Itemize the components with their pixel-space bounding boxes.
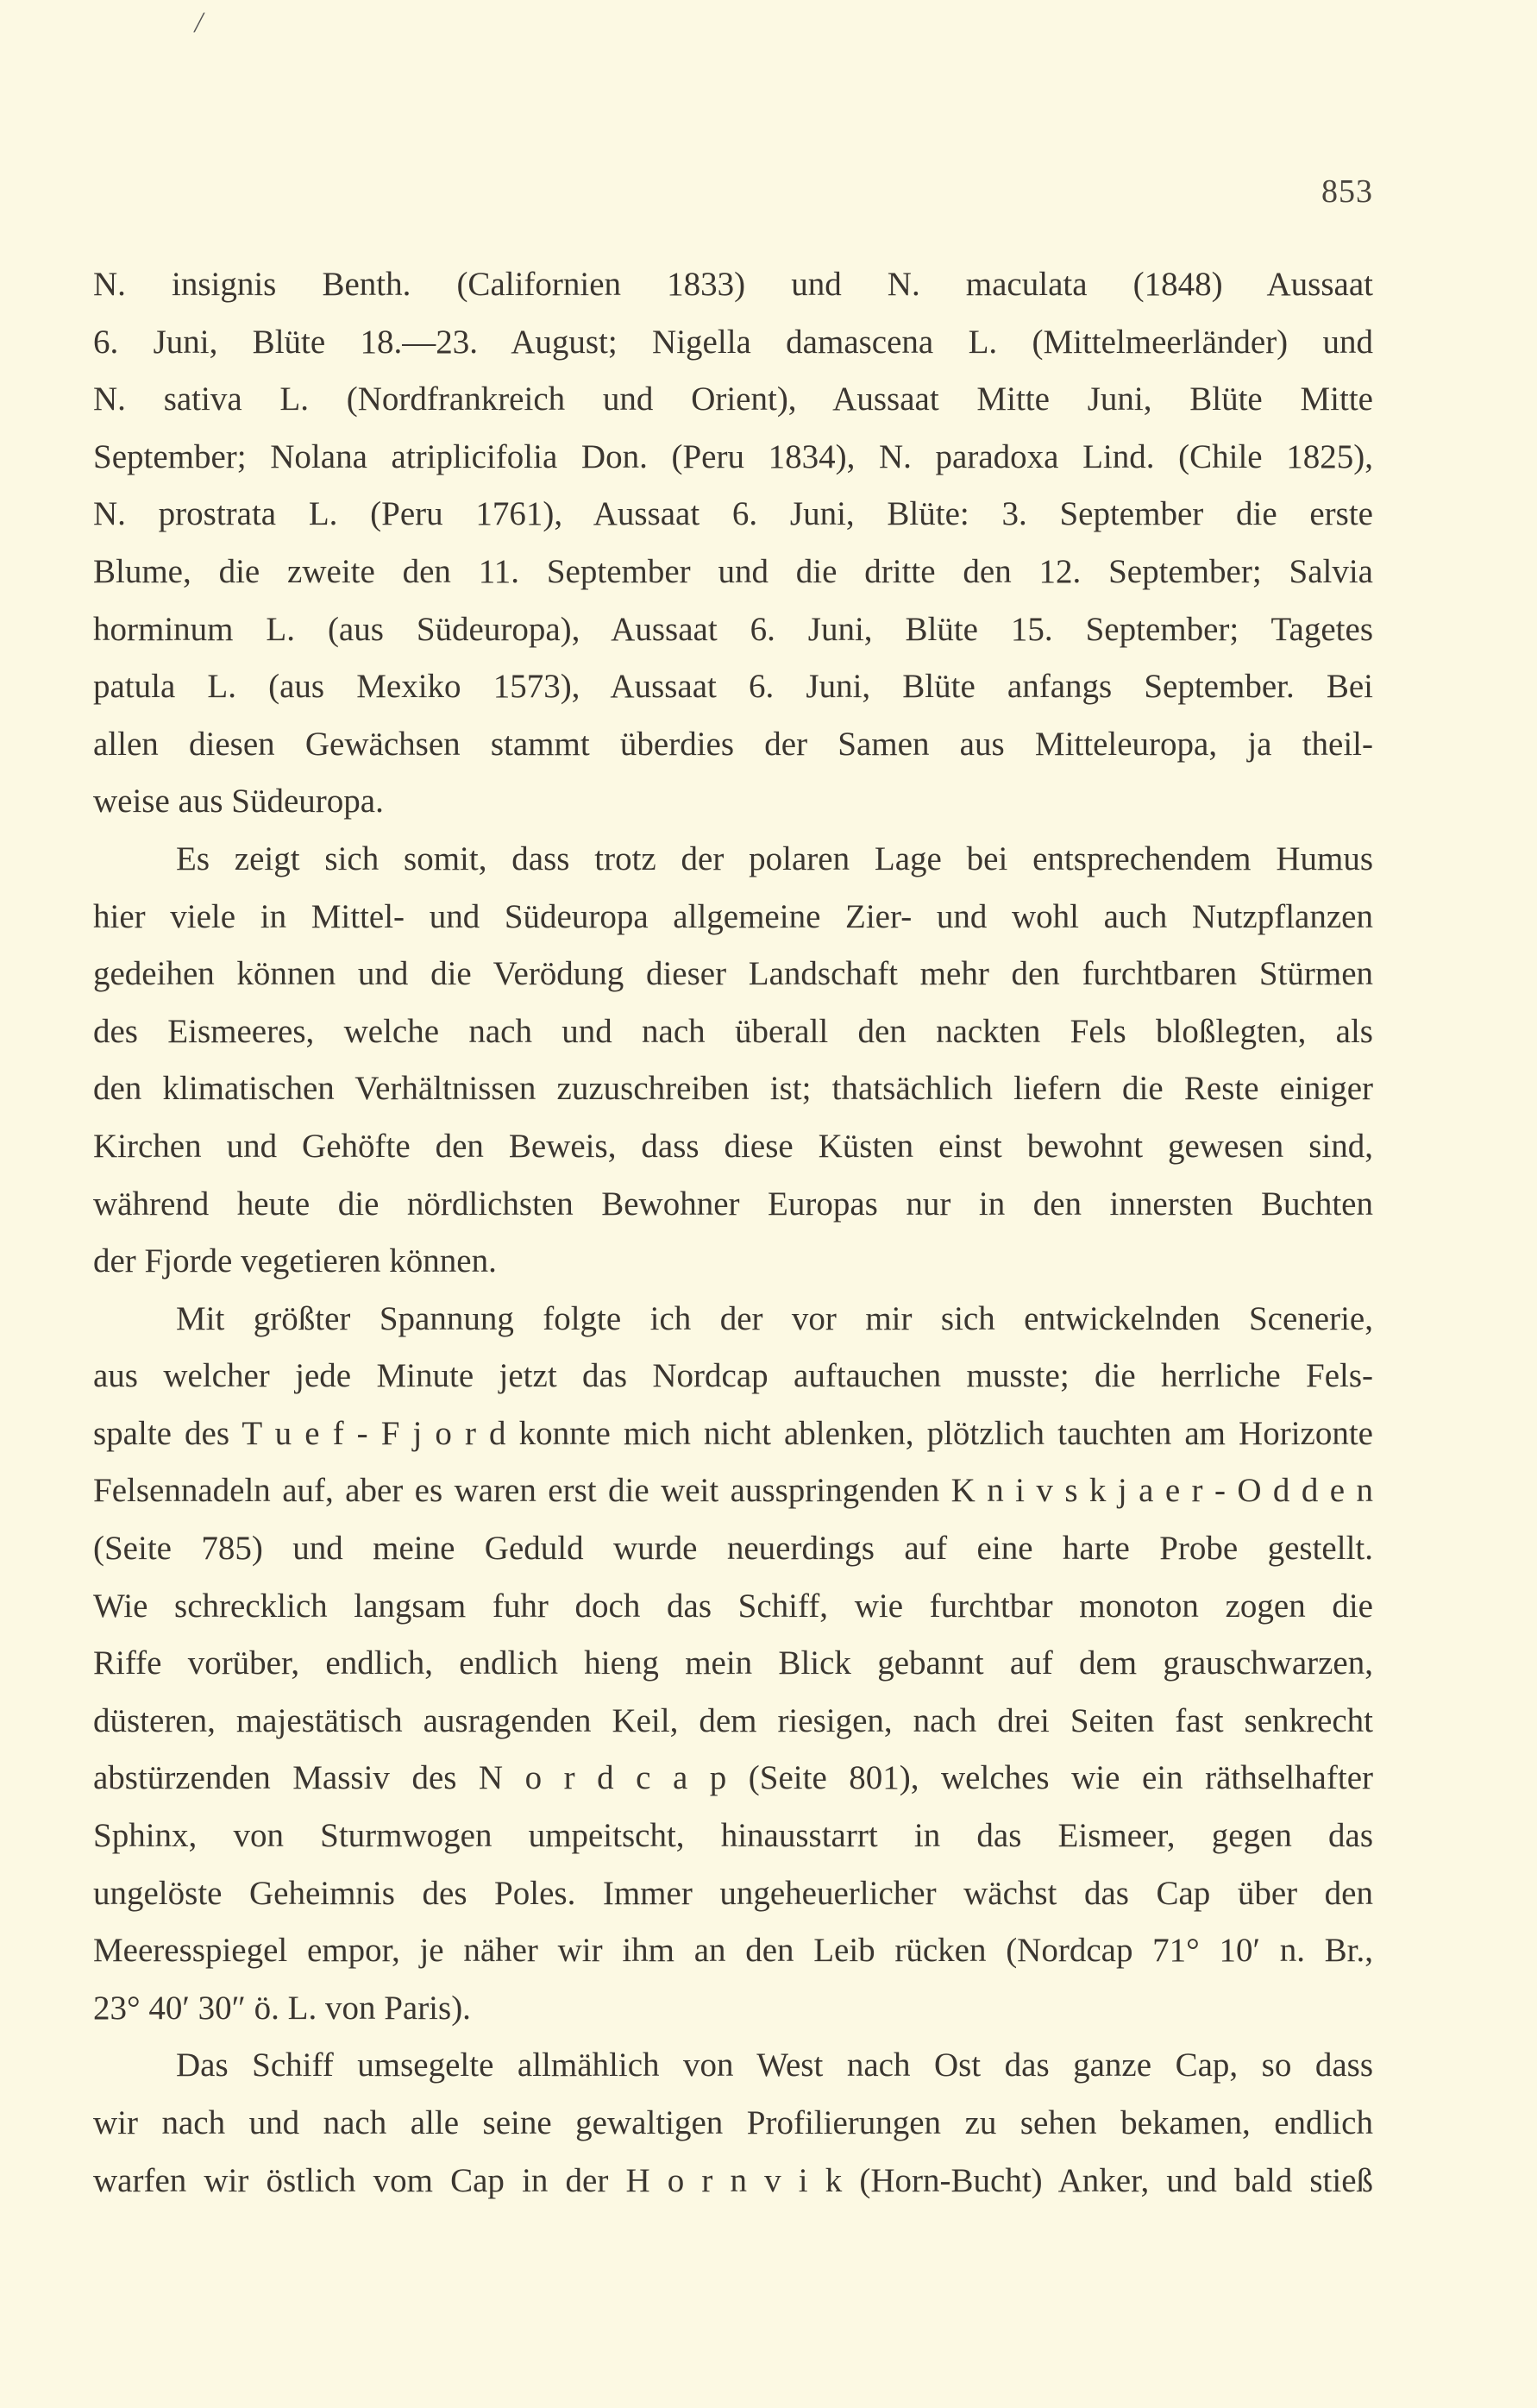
paragraph [93,256,1373,831]
page-number: 853 [1321,173,1373,210]
text-line: Felsennadeln auf, aber es waren erst die weit ausspringenden K n i v s k j a e r - O d d e n [93,1472,1373,1510]
text-line: N. insignis Benth. (Californien 1833) und N. maculata (1848) Aussaat [93,266,1373,303]
text-line: September; Nolana atriplicifolia Don. (Peru 1834), N. paradoxa Lind. (Chile 1825), [93,437,1373,475]
text-line: hier viele in Mittel- und Südeuropa allgemeine Zier- und wohl auch Nutzpflanzen [93,897,1373,935]
text-line: weise aus Südeuropa. [93,783,384,820]
pencil-mark: / [191,7,206,39]
text-line: N. sativa L. (Nordfrankreich und Orient), Aussaat Mitte Juni, Blüte Mitte [93,380,1373,418]
text-line: 6. Juni, Blüte 18.—23. August; Nigella damascena L. (Mittelmeerländer) und [93,323,1373,361]
paragraph [93,831,1373,1291]
text-line: allen diesen Gewächsen stammt überdies der Samen aus Mitteleuropa, ja theil- [93,725,1373,763]
text-line: Sphinx, von Sturmwogen umpeitscht, hinausstarrt in das Eismeer, gegen das [93,1817,1373,1855]
text-line: patula L. (aus Mexiko 1573), Aussaat 6. Juni, Blüte anfangs September. Bei [93,668,1373,706]
text-line: Blume, die zweite den 11. September und die dritte den 12. September; Salvia [93,552,1373,590]
text-line: aus welcher jede Minute jetzt das Nordcap auftauchen musste; die herrliche Fels- [93,1357,1373,1395]
text-line: ungelöste Geheimnis des Poles. Immer ungeheuerlicher wächst das Cap über den [93,1874,1373,1912]
text-line: düsteren, majestätisch ausragenden Keil, dem riesigen, nach drei Seiten fast senkrecht [93,1701,1373,1739]
text-line: den klimatischen Verhältnissen zuzuschreiben ist; thatsächlich liefern die Reste einiger [93,1070,1373,1108]
text-line: Wie schrecklich langsam fuhr doch das Schiff, wie furchtbar monoton zogen die [93,1587,1373,1625]
text-line: (Seite 785) und meine Geduld wurde neuerdings auf eine harte Probe gestellt. [93,1530,1373,1568]
text-line: warfen wir östlich vom Cap in der H o r n v i k (Horn-Bucht) Anker, und bald stieß [93,2161,1373,2199]
body-text [93,256,1373,2210]
text-line: N. prostrata L. (Peru 1761), Aussaat 6. Juni, Blüte: 3. September die erste [93,495,1373,533]
text-line: wir nach und nach alle seine gewaltigen Profilierungen zu sehen bekamen, endlich [93,2104,1373,2141]
text-line: Riffe vorüber, endlich, endlich hieng mein Blick gebannt auf dem grauschwarzen, [93,1644,1373,1682]
text-line: gedeihen können und die Verödung dieser Landschaft mehr den furchtbaren Stürmen [93,955,1373,993]
text-line: Mit größter Spannung folgte ich der vor mir sich entwickelnden Scenerie, [176,1299,1373,1337]
text-line: Kirchen und Gehöfte den Beweis, dass diese Küsten einst bewohnt gewesen sind, [93,1127,1373,1165]
text-line: Das Schiff umsegelte allmählich von West nach Ost das ganze Cap, so dass [176,2046,1373,2084]
text-line: abstürzenden Massiv des N o r d c a p (Seite 801), welches wie ein räthselhafter [93,1759,1373,1797]
text-line: der Fjorde vegetieren können. [93,1242,497,1280]
text-line: horminum L. (aus Südeuropa), Aussaat 6. Juni, Blüte 15. September; Tagetes [93,610,1373,648]
text-line: des Eismeeres, welche nach und nach überall den nackten Fels bloßlegten, als [93,1012,1373,1050]
text-line: während heute die nördlichsten Bewohner Europas nur in den innersten Buchten [93,1185,1373,1223]
paragraph [93,2037,1373,2210]
text-line: spalte des T u e f - F j o r d konnte mich nicht ablenken, plötzlich tauchten am Horizonte [93,1414,1373,1452]
paragraph [93,1291,1373,2038]
text-line: 23° 40′ 30″ ö. L. von Paris). [93,1989,471,2027]
text-line: Es zeigt sich somit, dass trotz der polaren Lage bei entsprechendem Humus [176,839,1373,877]
text-line: Meeresspiegel empor, je näher wir ihm an den Leib rücken (Nordcap 71° 10′ n. Br., [93,1932,1373,1970]
